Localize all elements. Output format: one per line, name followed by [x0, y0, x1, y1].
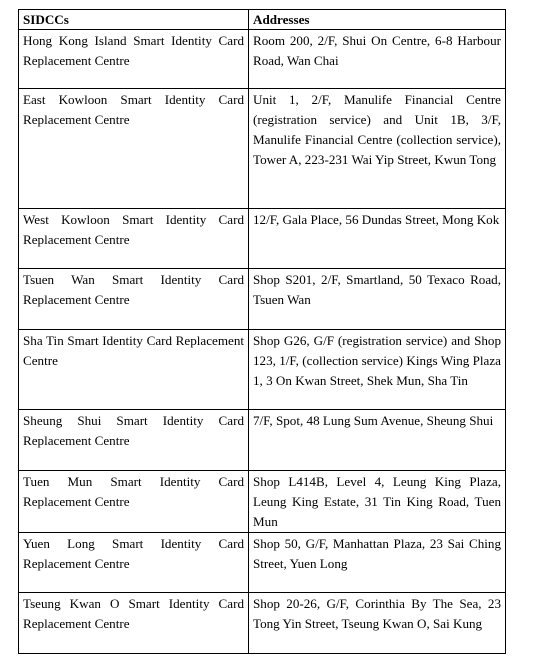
address-cell: Unit 1, 2/F, Manulife Financial Centre (registration service) and Unit 1B, 3/F, Manulife Financial Centre (collection service), Tower A, 223-231 Wai Yip Street, Kwun Tong: [249, 89, 506, 209]
address-cell: Shop 50, G/F, Manhattan Plaza, 23 Sai Ching Street, Yuen Long: [249, 533, 506, 593]
centre-name-cell: Tsuen Wan Smart Identity Card Replacement Centre: [19, 269, 249, 330]
centre-name-cell: Tuen Mun Smart Identity Card Replacement Centre: [19, 471, 249, 533]
table-row: [19, 471, 506, 533]
table-row: [19, 410, 506, 471]
document-page: [18, 9, 505, 654]
centre-name-cell: Sheung Shui Smart Identity Card Replacement Centre: [19, 410, 249, 471]
centre-name-cell: Tseung Kwan O Smart Identity Card Replacement Centre: [19, 593, 249, 654]
address-cell: Shop G26, G/F (registration service) and Shop 123, 1/F, (collection service) Kings Wing Plaza 1, 3 On Kwan Street, Shek Mun, Sha Tin: [249, 330, 506, 410]
column-header-addresses: Addresses: [249, 10, 506, 30]
column-header-sidccs: SIDCCs: [19, 10, 249, 30]
table-header-row: [19, 10, 506, 30]
centre-name-cell: West Kowloon Smart Identity Card Replacement Centre: [19, 209, 249, 269]
table-row: [19, 89, 506, 209]
centre-name-cell: Hong Kong Island Smart Identity Card Replacement Centre: [19, 30, 249, 89]
table-row: [19, 533, 506, 593]
address-cell: Shop 20-26, G/F, Corinthia By The Sea, 23 Tong Yin Street, Tseung Kwan O, Sai Kung: [249, 593, 506, 654]
table-row: [19, 330, 506, 410]
table-row: [19, 593, 506, 654]
address-cell: 12/F, Gala Place, 56 Dundas Street, Mong Kok: [249, 209, 506, 269]
address-cell: Shop S201, 2/F, Smartland, 50 Texaco Road, Tsuen Wan: [249, 269, 506, 330]
centre-name-cell: Yuen Long Smart Identity Card Replacement Centre: [19, 533, 249, 593]
sidcc-address-table: [18, 9, 506, 654]
table-row: [19, 269, 506, 330]
centre-name-cell: East Kowloon Smart Identity Card Replacement Centre: [19, 89, 249, 209]
table-row: [19, 209, 506, 269]
table-row: [19, 30, 506, 89]
address-cell: Shop L414B, Level 4, Leung King Plaza, Leung King Estate, 31 Tin King Road, Tuen Mun: [249, 471, 506, 533]
address-cell: Room 200, 2/F, Shui On Centre, 6-8 Harbour Road, Wan Chai: [249, 30, 506, 89]
address-cell: 7/F, Spot, 48 Lung Sum Avenue, Sheung Shui: [249, 410, 506, 471]
centre-name-cell: Sha Tin Smart Identity Card Replacement Centre: [19, 330, 249, 410]
